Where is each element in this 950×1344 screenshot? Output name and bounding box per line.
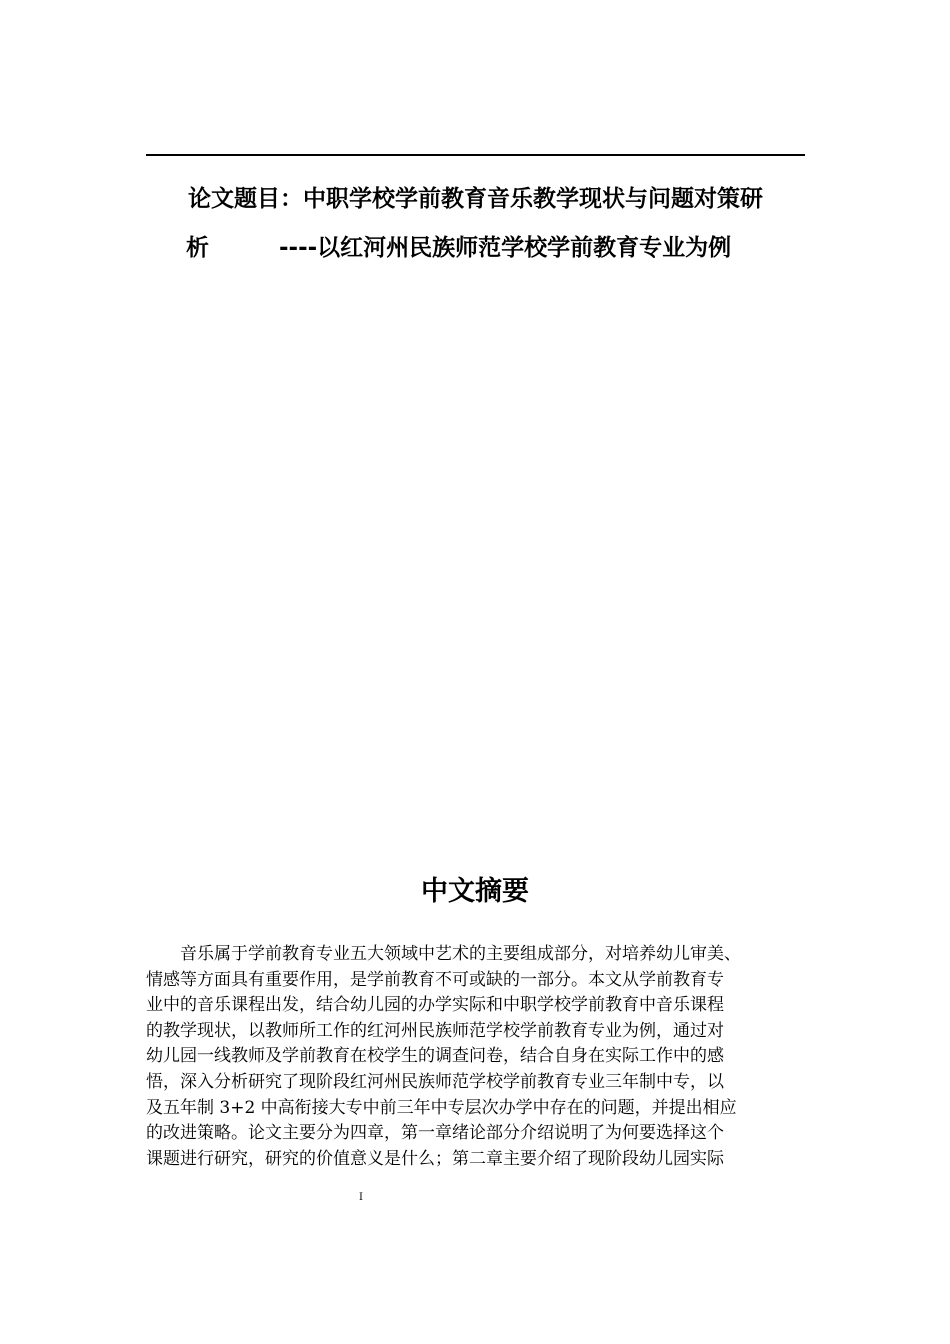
abstract-heading: 中文摘要 — [421, 876, 529, 907]
abstract-line: 的改进策略。论文主要分为四章，第一章绪论部分介绍说明了为何要选择这个 — [146, 1123, 724, 1144]
thesis-title-line-2 — [186, 233, 845, 263]
thesis-subtitle: ----以红河州民族师范学校学前教育专业为例 — [279, 235, 732, 261]
thesis-title-line-2-head: 析 — [186, 235, 209, 261]
abstract-line: 悟，深入分析研究了现阶段红河州民族师范学校学前教育专业三年制中专，以 — [146, 1071, 724, 1092]
abstract-line: 幼儿园一线教师及学前教育在校学生的调查问卷，结合自身在实际工作中的感 — [146, 1046, 724, 1067]
header-rule — [146, 154, 805, 156]
abstract-line: 业中的音乐课程出发，结合幼儿园的办学实际和中职学校学前教育中音乐课程 — [146, 995, 724, 1016]
abstract-line: 音乐属于学前教育专业五大领域中艺术的主要组成部分，对培养幼儿审美、 — [146, 944, 741, 964]
abstract-body — [146, 942, 826, 1172]
abstract-line: 课题进行研究，研究的价值意义是什么；第二章主要介绍了现阶段幼儿园实际 — [146, 1148, 724, 1169]
thesis-title-line-1: 论文题目：中职学校学前教育音乐教学现状与问题对策研 — [188, 186, 763, 212]
page-number: I — [359, 1192, 363, 1203]
abstract-line: 及五年制 3+2 中高衔接大专中前三年中专层次办学中存在的问题，并提出相应 — [146, 1097, 737, 1118]
abstract-line: 的教学现状，以教师所工作的红河州民族师范学校学前教育专业为例，通过对 — [146, 1020, 724, 1041]
abstract-line: 情感等方面具有重要作用，是学前教育不可或缺的一部分。本文从学前教育专 — [146, 969, 724, 990]
